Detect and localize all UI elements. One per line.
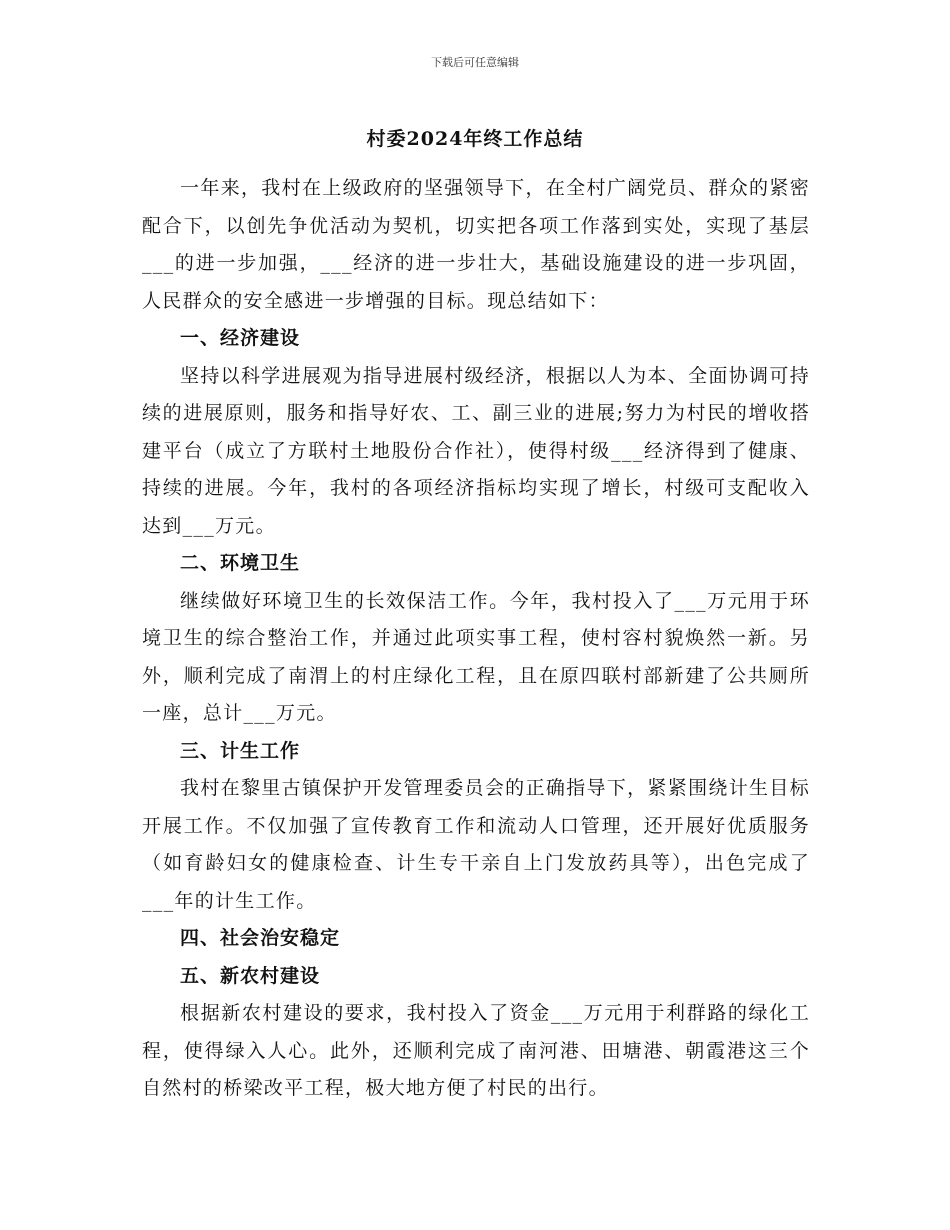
document-title: 村委2024年终工作总结 — [366, 128, 584, 150]
intro-paragraph: 一年来，我村在上级政府的坚强领导下，在全村广阔党员、群众的紧密配合下，以创先争优活动为契机，切实把各项工作落到实处，实现了基层___的进一步加强，___经济的进一步壮大，基础设施建设的进一步巩固，人民群众的安全感进一步增强的目标。现总结如下： — [142, 177, 810, 312]
section-heading-environment: 二、环境卫生 — [180, 552, 301, 574]
section-heading-new-countryside: 五、新农村建设 — [180, 964, 321, 987]
section-text-economy: 坚持以科学进展观为指导进展村级经济，根据以人为本、全面协调可持续的进展原则，服务和指导好农、工、副三业的进展;努力为村民的增收搭建平台（成立了方联村土地股份合作社），使得村级___经济得到了健康、持续的进展。今年，我村的各项经济指标均实现了增长，村级可支配收入达到___万元。 — [142, 364, 810, 537]
section-text-family-planning: 我村在黎里古镇保护开发管理委员会的正确指导下，紧紧围绕计生目标开展工作。不仅加强了宣传教育工作和流动人口管理，还开展好优质服务（如育龄妇女的健康检查、计生专干亲自上门发放药具等），出色完成了___年的计生工作。 — [142, 777, 810, 912]
section-heading-family-planning: 三、计生工作 — [180, 739, 301, 762]
section-text-environment: 继续做好环境卫生的长效保洁工作。今年，我村投入了___万元用于环境卫生的综合整治工作，并通过此项实事工程，使村容村貌焕然一新。另外，顺利完成了南渭上的村庄绿化工程，且在原四联村部新建了公共厕所一座，总计___万元。 — [142, 589, 810, 724]
section-text-new-countryside: 根据新农村建设的要求，我村投入了资金___万元用于利群路的绿化工程，使得绿入人心。此外，还顺利完成了南河港、田塘港、朝霞港这三个自然村的桥梁改平工程，极大地方便了村民的出行。 — [142, 1002, 810, 1099]
header-note: 下载后可任意编辑 — [431, 56, 519, 69]
section-heading-economy: 一、经济建设 — [180, 327, 301, 349]
document-body — [142, 170, 810, 1108]
section-heading-public-security: 四、社会治安稳定 — [180, 927, 341, 949]
